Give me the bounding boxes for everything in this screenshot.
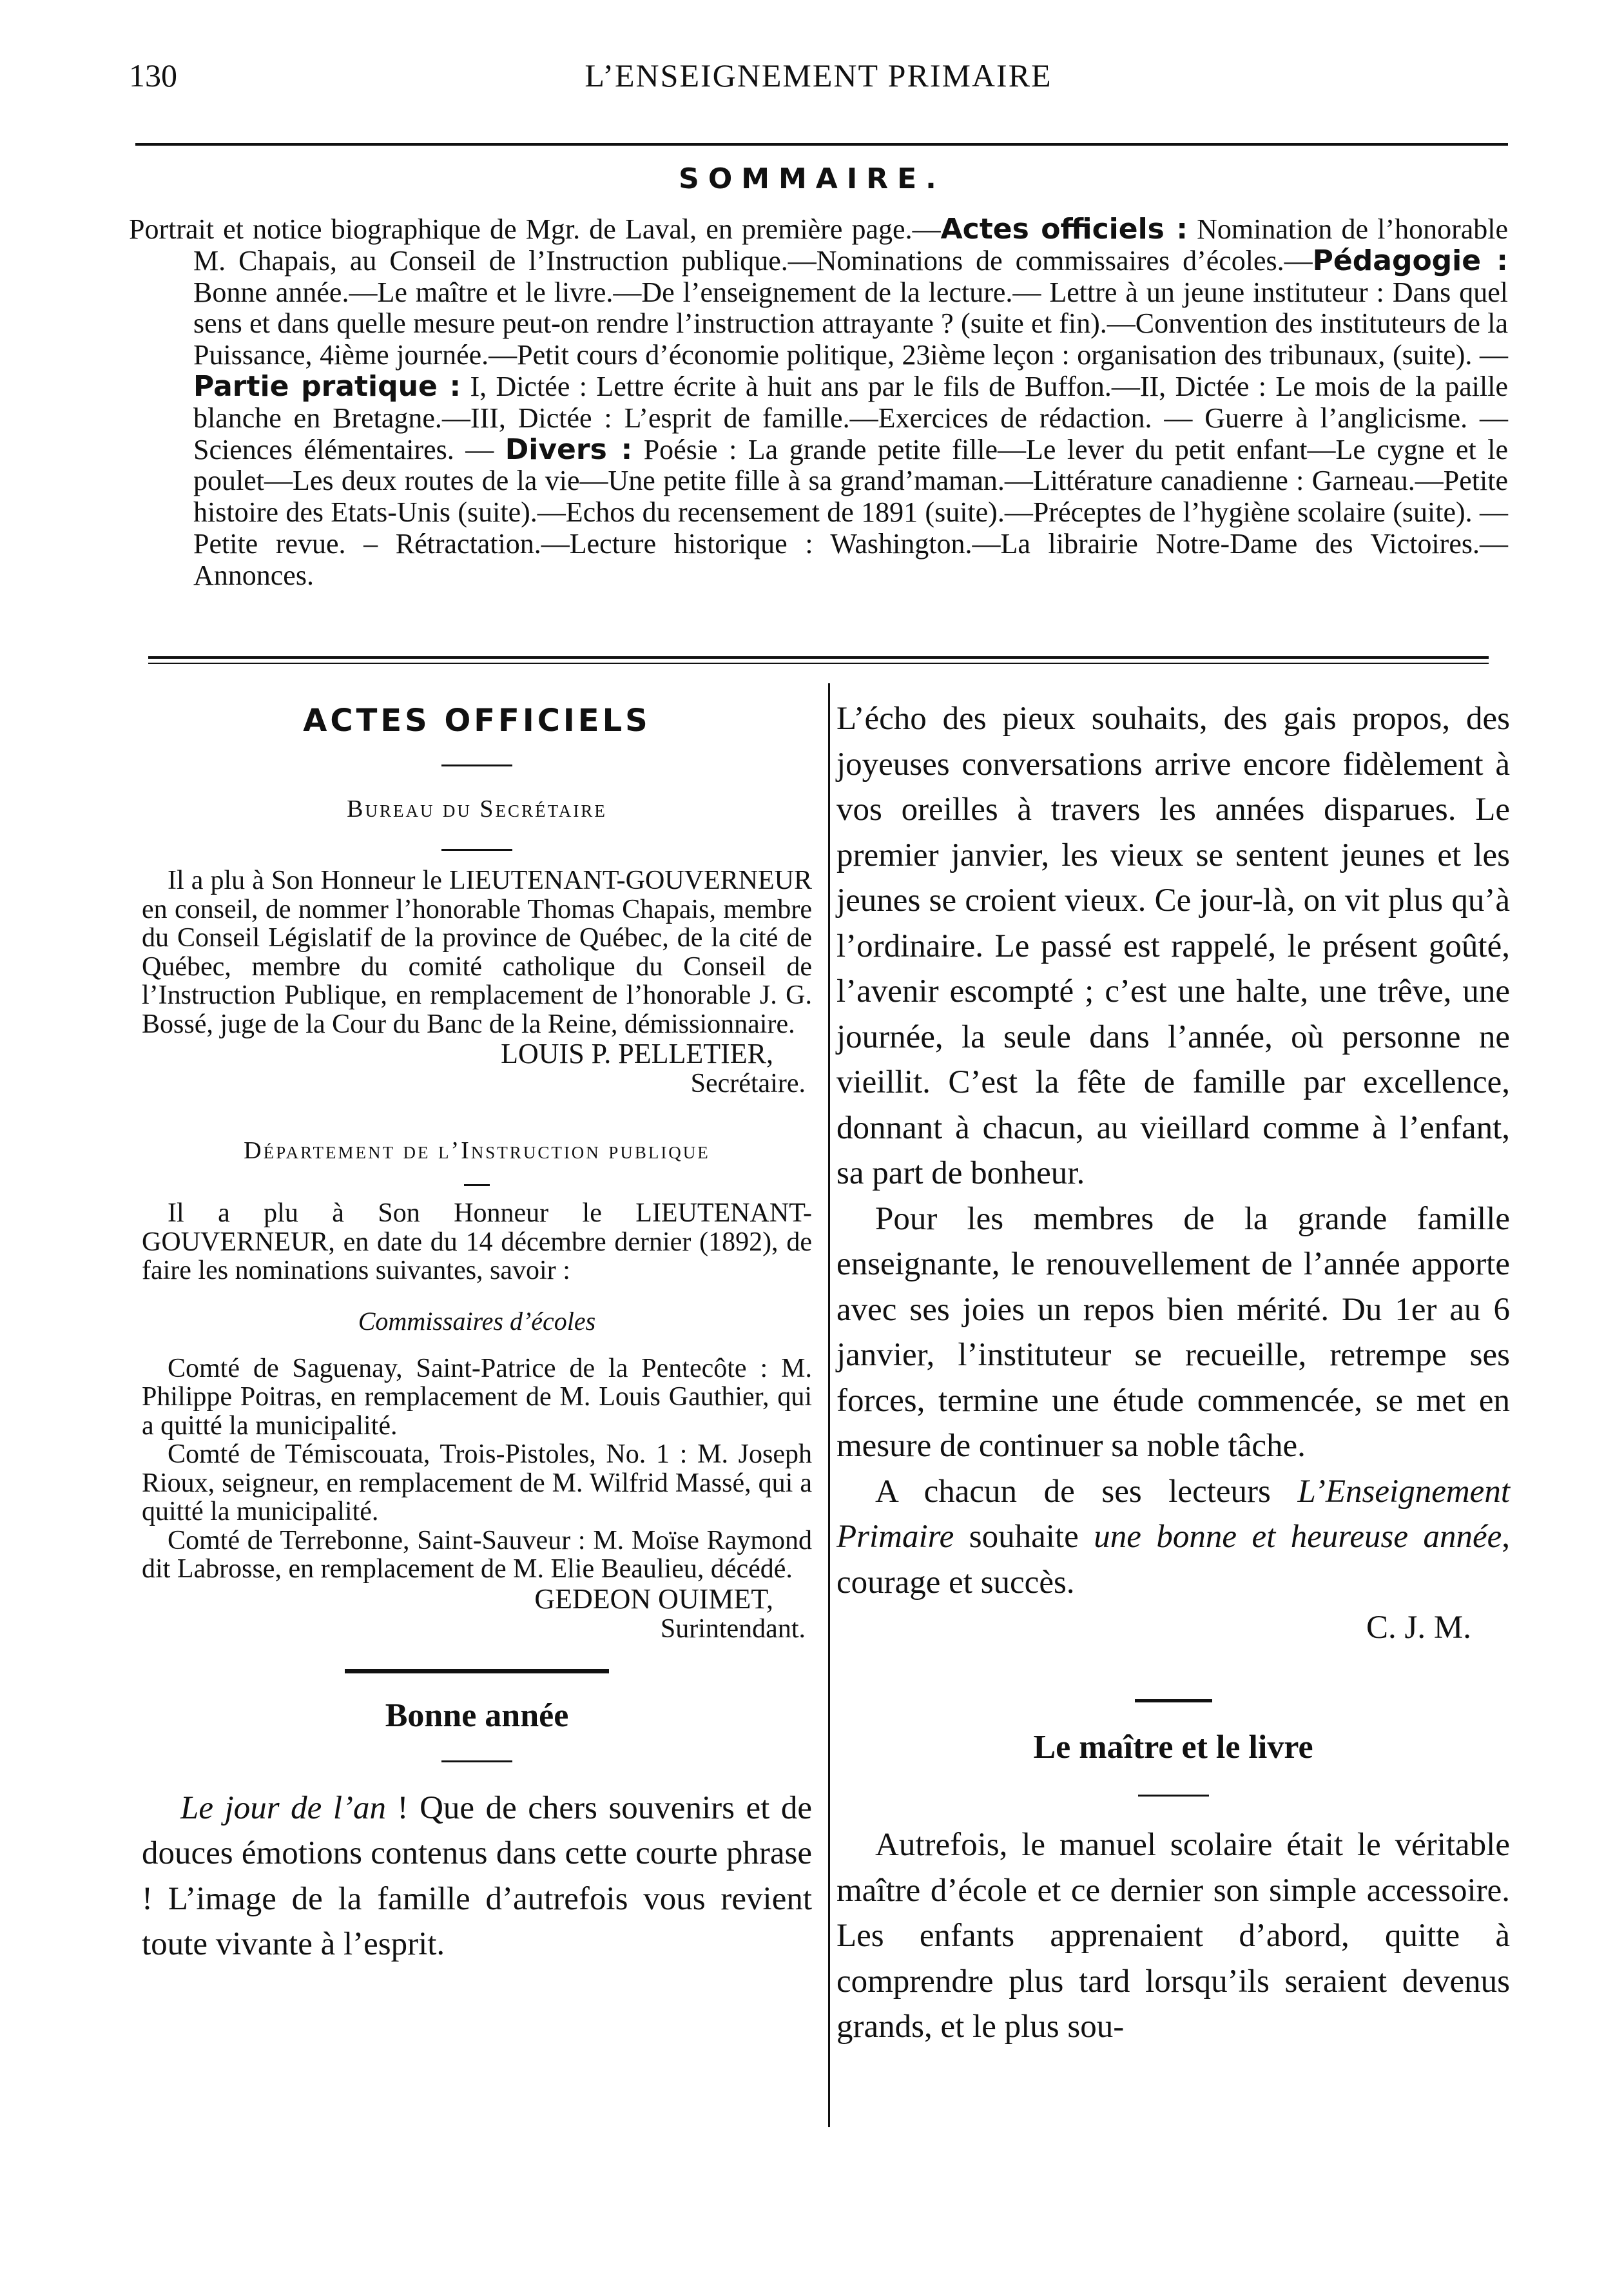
partie-pratique-text: I, Dictée : Lettre écrite à huit ans par le fils de Buffon.—II, Dictée : Le mois de la paille blanche en Bretagne.—III, Dictée : L’esprit de famille.—Exercices de rédaction. — Guerre à l’anglicisme. — Sciences élémentaires. —	[193, 370, 1508, 465]
author-initials: C. J. M.	[1366, 1610, 1471, 1646]
p3-a: A chacun de ses lecteurs	[875, 1473, 1298, 1510]
actes-officiels-heading: ACTES OFFICIELS	[303, 703, 651, 739]
dash-divider	[441, 765, 512, 766]
divers-text: Poésie : La grande petite fille—Le lever du petit enfant—Le cygne et le poulet—Les deux routes de la vie—Une petite fille à sa grand’maman.—Littérature canadienne : Garneau.—Petite histoire des Etats-Unis (suite).—Echos du recensement de 1891 (suite).—Préceptes de l’hygiène scolaire (suite). — Petite revue. – Rétractation.—Lecture historique : Washington.—La librairie Notre-Dame des Victoires.—Annonces.	[193, 433, 1508, 591]
heavy-divider	[1135, 1699, 1212, 1702]
bonne-annee-italic: Le jour de l’an	[180, 1789, 386, 1826]
dash-divider	[464, 1184, 490, 1186]
department-signer: GEDEON OUIMET,	[534, 1583, 773, 1615]
department-signer-title: Surintendant.	[660, 1613, 806, 1644]
right-column	[836, 703, 1510, 2050]
p3-title: L’Enseignement Primaire	[836, 1473, 1510, 1555]
commissaires-heading: Commissaires d’écoles	[358, 1306, 596, 1336]
section-double-rule	[148, 656, 1489, 664]
actes-label: Actes officiels :	[940, 213, 1188, 246]
partie-pratique-label: Partie pratique :	[193, 369, 461, 403]
dash-divider	[441, 1760, 512, 1762]
column-divider	[828, 683, 830, 2127]
dash-divider	[1138, 1795, 1209, 1797]
appointment-item: Comté de Témiscouata, Trois-Pistoles, No. 1 : M. Joseph Rioux, seigneur, en remplacement de M. Wilfrid Massé, qui a quitté la municipalité.	[142, 1439, 812, 1526]
bureau-signer-title: Secrétaire.	[690, 1069, 806, 1098]
p3-b: souhaite	[954, 1519, 1094, 1555]
right-paragraph-1: L’écho des pieux souhaits, des gais propos, des joyeuses conversations arrive encore fidèlement à vos oreilles à travers les années disparues. Le premier janvier, les vieux se sentent jeunes et les jeunes se croient vieux. Ce jour-là, on vit plus qu’à l’ordinaire. Le passé est rappelé, le présent goûté, l’avenir escompté ; c’est une halte, une trêve, une journée, la seule dans l’année, où personne ne vieillit. C’est la fête de famille par excellence, donnant à chacun, au vieillard comme à l’enfant, sa part de bonheur.	[836, 701, 1510, 1191]
page-header	[129, 57, 1508, 108]
p3-wish: une bonne et heureuse année	[1094, 1519, 1502, 1555]
right-paragraph-3	[836, 1469, 1510, 1606]
maitre-livre-text: Autrefois, le manuel scolaire était le véritable maître d’école et ce dernier son simple accessoire. Les enfants apprenaient d’abord, quitte à comprendre plus tard lorsqu’ils seraient devenus grands, et le plus sou-	[836, 1827, 1510, 2045]
summary-paragraph	[129, 214, 1508, 592]
bonne-annee-body: ! Que de chers souvenirs et de douces émotions contenus dans cette courte phrase ! L’image de la famille d’autrefois vous revient toute vivante à l’esprit.	[142, 1789, 812, 1962]
actes-text: Nomination de l’honorable M. Chapais, au Conseil de l’Instruction publique.—Nominations de commissaires d’écoles.—	[193, 213, 1509, 277]
appointment-item: Comté de Terrebonne, Saint-Sauveur : M. Moïse Raymond dit Labrosse, en remplacement de M. Elie Beaulieu, décédé.	[142, 1525, 812, 1584]
bonne-annee-heading: Bonne année	[385, 1697, 569, 1734]
header-rule	[135, 143, 1508, 146]
right-paragraph-2: Pour les membres de la grande famille enseignante, le renouvellement de l’année apporte avec ses joies un repos bien mérité. Du 1er au 6 janvier, l’instituteur se recueille, retrempe ses forces, termine une étude commencée, se met en mesure de continuer sa noble tâche.	[836, 1200, 1510, 1464]
bureau-heading: Bureau du Secrétaire	[347, 795, 607, 823]
p3-c: , courage et succès.	[836, 1519, 1510, 1601]
bureau-signer: LOUIS P. PELLETIER,	[501, 1038, 773, 1069]
heavy-divider	[345, 1669, 609, 1673]
department-notice: Il a plu à Son Honneur le LIEUTENANT-GOUVERNEUR, en date du 14 décembre dernier (1892), de faire les nominations suivantes, savoir :	[142, 1198, 812, 1285]
department-heading: Département de l’Instruction publique	[244, 1137, 710, 1164]
divers-label: Divers :	[505, 433, 633, 466]
pedagogie-text: Bonne année.—Le maître et le livre.—De l’enseignement de la lecture.— Lettre à un jeune instituteur : Dans quel sens et dans quelle mesure peut-on rendre l’instruction attrayante ? (suite et fin).—Convention des instituteurs de la Puissance, 4ième journée.—Petit cours d’économie politique, 23ième leçon : organisation des tribunaux, (suite). —	[193, 276, 1508, 371]
page-number: 130	[129, 57, 177, 93]
summary-intro: Portrait et notice biographique de Mgr. de Laval, en première page.—	[129, 213, 941, 245]
bureau-notice: Il a plu à Son Honneur le LIEUTENANT-GOUVERNEUR en conseil, de nommer l’honorable Thomas Chapais, membre du Conseil Législatif de la province de Québec, de la cité de Québec, membre du comité catholique du Conseil de l’Instruction Publique, en remplacement de l’honorable J. G. Bossé, juge de la Cour du Banc de la Reine, démissionnaire.	[142, 866, 812, 1039]
pedagogie-label: Pédagogie :	[1312, 244, 1508, 277]
maitre-livre-heading: Le maître et le livre	[1033, 1729, 1313, 1766]
summary-heading: SOMMAIRE.	[679, 162, 945, 195]
left-column	[142, 703, 812, 1967]
summary-block	[129, 214, 1508, 592]
bonne-annee-text	[142, 1786, 812, 1967]
running-title: L’ENSEIGNEMENT PRIMAIRE	[585, 57, 1052, 93]
appointment-item: Comté de Saguenay, Saint-Patrice de la Pentecôte : M. Philippe Poitras, en remplacement de M. Louis Gauthier, qui a quitté la municipalité.	[142, 1353, 812, 1441]
dash-divider	[441, 849, 512, 851]
